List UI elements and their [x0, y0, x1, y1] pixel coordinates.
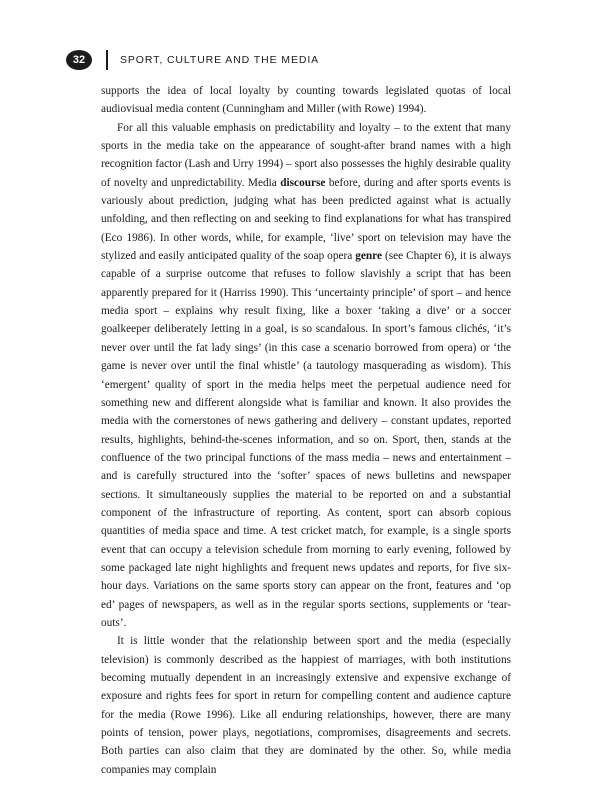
paragraph-1 — [101, 82, 511, 119]
paragraph-text: It is little wonder that the relationship between sport and the media (especially television) is commonly described as the happiest of marriages, with both institutions becoming mutually dependent in an increasingly extensive and expensive exchange of exposure and rights fees for sport in return for compelling content and audience capture for the media (Rowe 1996). Like all enduring relationships, however, there are many points of tension, power plays, negotiations, compromises, disagreements and secrets. Both parties can also claim that they are dominated by the other. So, while media companies may complain — [101, 635, 511, 776]
page-number: 32 — [66, 50, 92, 70]
running-head-title: SPORT, CULTURE AND THE MEDIA — [120, 54, 320, 66]
paragraph-text: For all this valuable emphasis on predictability and loyalty – to the extent that many sports in the media take on the appearance of sought-after brand names with a high recognition factor (Lash and Urry 1994) – sport also possesses the highly desirable quality of novelty and unpredictability. Media — [101, 121, 511, 189]
glossary-term-genre: genre — [355, 250, 382, 263]
running-head — [66, 48, 319, 72]
paragraph-text: (see Chapter 6), it is always capable of a surprise outcome that refuses to follow slavishly a script that has been apparently prepared for it (Harriss 1990). This ‘uncertainty principle’ of sport – and hence media sport – explains why result fixing, like a boxer ‘taking a dive’ or a soccer goalkeeper deliberately letting in a goal, is so scandalous. In sport’s famous clichés, ‘it’s never over until the fat lady sings’ (in this case a scenario borrowed from opera) or ‘the game is never over until the final whistle’ (a tautology masquerading as wisdom). This ‘emergent’ quality of sport in the media helps meet the perpetual audience need for something new and different alongside what is familiar and known. It also provides the media with the cornerstones of news gathering and delivery – constant updates, reported results, highlights, behind-the-scenes information, and so on. Sport, then, stands at the confluence of the two principal functions of the mass media – news and entertainment – and is carefully structured into the ‘softer’ spaces of news bulletins and newspaper sections. It simultaneously supplies the material to be reported on and a substantial component of the infrastructure of reporting. As content, sport can absorb copious quantities of media space and time. A test cricket match, for example, is a single sports event that can occupy a television schedule from morning to early evening, followed by some packaged late night highlights and frequent news updates and reports, for five six-hour days. Variations on the same sports story can appear on the front, features and ‘op ed’ pages of newspapers, as well as in the regular sports sections, supplements or ‘tear-outs’. — [101, 250, 512, 629]
body-text — [101, 82, 511, 779]
paragraph-text: supports the idea of local loyalty by counting towards legislated quotas of local audiovisual media content (Cunningham and Miller (with Rowe) 1994). — [101, 85, 511, 116]
running-head-divider — [106, 50, 108, 70]
glossary-term-discourse: discourse — [280, 176, 326, 189]
paragraph-2 — [101, 119, 511, 633]
paragraph-3 — [101, 632, 511, 779]
paragraph-text: before, during and after sports events is variously about prediction, judging what has been predicted against what is actually unfolding, and then reflecting on and seeking to find explanations for what has transpired (Eco 1986). In other words, while, for example, ‘live’ sport on television may have the stylized and easily anticipated quality of the soap opera — [101, 176, 511, 263]
